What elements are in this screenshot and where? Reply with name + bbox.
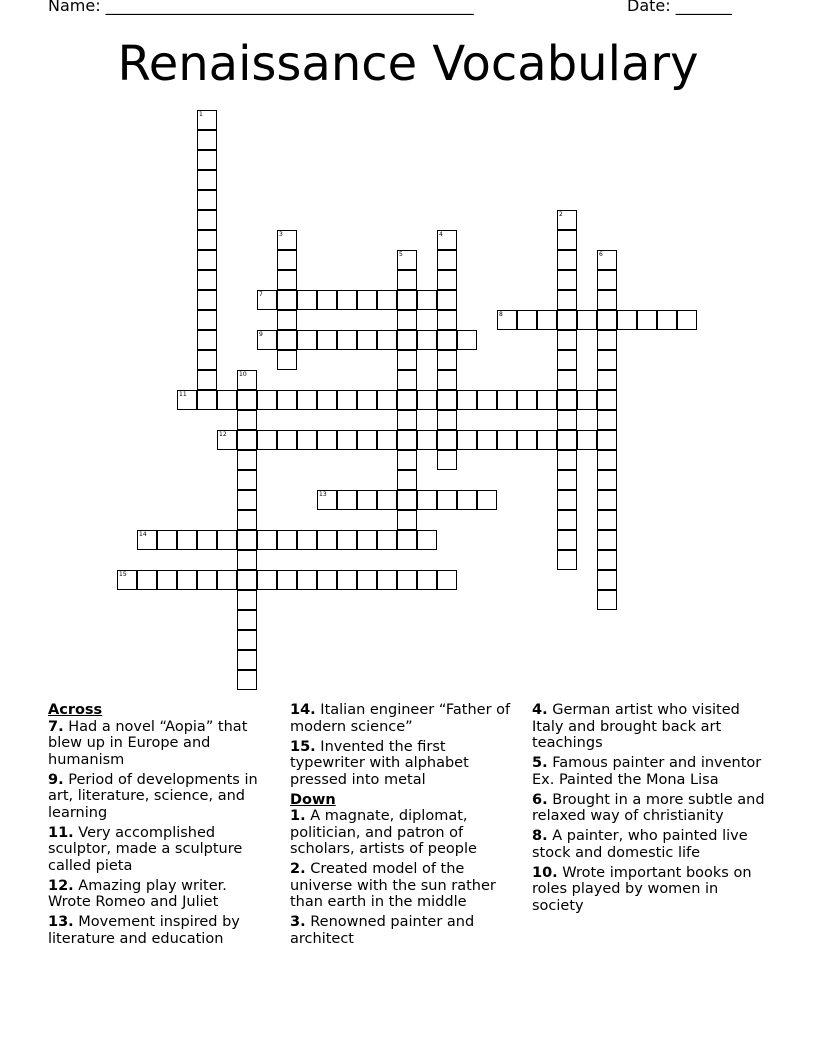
grid-cell[interactable] [197,190,217,210]
grid-cell[interactable] [217,430,237,450]
grid-cell[interactable] [257,330,277,350]
clue-text: Italian engineer “Father of modern science” [290,702,511,735]
clue-text: Invented the first typewriter with alphabet pressed into metal [290,738,469,788]
grid-cell[interactable] [377,570,397,590]
grid-cell[interactable] [557,310,577,330]
clue-across-11 [48,825,273,875]
clue-number: 14. [290,702,316,718]
grid-cell[interactable] [237,670,257,690]
grid-cell[interactable] [377,330,397,350]
grid-cell[interactable] [597,350,617,370]
clue-column-3 [532,702,772,918]
grid-cell[interactable] [197,390,217,410]
grid-cell[interactable] [497,310,517,330]
grid-cell[interactable] [477,390,497,410]
cell-number: 9 [259,331,263,338]
grid-cell[interactable] [197,270,217,290]
grid-cell[interactable] [637,310,657,330]
clue-across-14 [290,702,515,735]
grid-cell[interactable] [197,570,217,590]
grid-cell[interactable] [437,430,457,450]
grid-cell[interactable] [157,530,177,550]
grid-cell[interactable] [117,570,137,590]
cell-number: 5 [399,251,403,258]
grid-cell[interactable] [617,310,637,330]
grid-cell[interactable] [577,310,597,330]
clue-text: A painter, who painted live stock and domestic life [532,828,748,861]
grid-cell[interactable] [597,410,617,430]
clue-text: Period of developments in art, literature, science, and learning [48,771,258,821]
clue-number: 2. [290,861,306,877]
cell-number: 2 [559,211,563,218]
clue-down-10 [532,865,772,915]
grid-cell[interactable] [337,290,357,310]
clue-down-6 [532,792,772,825]
grid-cell[interactable] [277,310,297,330]
grid-cell[interactable] [597,390,617,410]
grid-cell[interactable] [297,530,317,550]
grid-cell[interactable] [197,530,217,550]
grid-cell[interactable] [417,530,437,550]
grid-cell[interactable] [557,350,577,370]
grid-cell[interactable] [557,510,577,530]
grid-cell[interactable] [457,390,477,410]
grid-cell[interactable] [317,430,337,450]
clue-text: Renowned painter and architect [290,914,475,947]
clue-down-4 [532,702,772,752]
clue-across-15 [290,739,515,789]
grid-cell[interactable] [397,330,417,350]
grid-cell[interactable] [597,250,617,270]
grid-cell[interactable] [557,290,577,310]
clue-number: 6. [532,791,548,808]
grid-cell[interactable] [437,310,457,330]
grid-cell[interactable] [197,150,217,170]
clue-text: A magnate, diplomat, politician, and patron of scholars, artists of people [290,808,477,857]
grid-cell[interactable] [497,430,517,450]
grid-cell[interactable] [557,410,577,430]
grid-cell[interactable] [397,490,417,510]
grid-cell[interactable] [317,570,337,590]
grid-cell[interactable] [197,130,217,150]
cell-number: 11 [179,391,187,398]
clue-across-13 [48,914,273,947]
grid-cell[interactable] [277,530,297,550]
grid-cell[interactable] [237,470,257,490]
grid-cell[interactable] [257,290,277,310]
grid-cell[interactable] [557,270,577,290]
grid-cell[interactable] [397,430,417,450]
grid-cell[interactable] [537,310,557,330]
grid-cell[interactable] [437,270,457,290]
clue-column-1 [48,702,273,951]
grid-cell[interactable] [377,390,397,410]
grid-cell[interactable] [157,570,177,590]
grid-cell[interactable] [177,530,197,550]
grid-cell[interactable] [417,490,437,510]
clue-down-2 [290,861,515,911]
grid-cell[interactable] [597,290,617,310]
cell-number: 8 [499,311,503,318]
grid-cell[interactable] [417,390,437,410]
grid-cell[interactable] [297,330,317,350]
grid-cell[interactable] [557,530,577,550]
clue-text: Wrote important books on roles played by women in society [532,864,752,914]
grid-cell[interactable] [457,330,477,350]
grid-cell[interactable] [197,330,217,350]
grid-cell[interactable] [297,290,317,310]
clue-text: Famous painter and inventor Ex. Painted the Mona Lisa [532,755,762,788]
grid-cell[interactable] [297,570,317,590]
clue-number: 12. [48,877,74,894]
grid-cell[interactable] [237,530,257,550]
clue-number: 7. [48,718,64,735]
grid-cell[interactable] [437,450,457,470]
cell-number: 14 [139,531,147,538]
clue-number: 9. [48,771,64,788]
grid-cell[interactable] [417,290,437,310]
grid-cell[interactable] [677,310,697,330]
clue-across-9 [48,772,273,822]
grid-cell[interactable] [597,430,617,450]
grid-cell[interactable] [237,410,257,430]
grid-cell[interactable] [417,430,437,450]
grid-cell[interactable] [237,630,257,650]
grid-cell[interactable] [357,430,377,450]
grid-cell[interactable] [217,530,237,550]
grid-cell[interactable] [297,390,317,410]
grid-cell[interactable] [557,390,577,410]
grid-cell[interactable] [557,230,577,250]
grid-cell[interactable] [477,430,497,450]
clue-number: 1. [290,808,306,824]
grid-cell[interactable] [437,370,457,390]
grid-cell[interactable] [277,230,297,250]
clue-across-12 [48,878,273,911]
cell-number: 10 [239,371,247,378]
grid-cell[interactable] [597,330,617,350]
grid-cell[interactable] [237,550,257,570]
grid-cell[interactable] [197,170,217,190]
grid-cell[interactable] [197,370,217,390]
grid-cell[interactable] [657,310,677,330]
grid-cell[interactable] [397,350,417,370]
grid-cell[interactable] [357,490,377,510]
clue-text: Created model of the universe with the sun rather than earth in the middle [290,861,496,910]
grid-cell[interactable] [557,250,577,270]
grid-cell[interactable] [437,330,457,350]
grid-cell[interactable] [497,390,517,410]
clue-text: Movement inspired by literature and education [48,914,240,947]
grid-cell[interactable] [277,290,297,310]
grid-cell[interactable] [337,330,357,350]
grid-cell[interactable] [317,490,337,510]
grid-cell[interactable] [397,410,417,430]
grid-cell[interactable] [597,450,617,470]
grid-cell[interactable] [377,430,397,450]
down-heading: Down [290,791,336,808]
grid-cell[interactable] [297,430,317,450]
clue-down-8 [532,828,772,861]
grid-cell[interactable] [337,390,357,410]
grid-cell[interactable] [277,270,297,290]
grid-cell[interactable] [557,370,577,390]
grid-cell[interactable] [137,570,157,590]
grid-cell[interactable] [557,550,577,570]
grid-cell[interactable] [357,290,377,310]
grid-cell[interactable] [597,510,617,530]
grid-cell[interactable] [437,290,457,310]
grid-cell[interactable] [437,250,457,270]
grid-cell[interactable] [397,510,417,530]
clue-text: Amazing play writer. Wrote Romeo and Juliet [48,877,227,910]
cell-number: 4 [439,231,443,238]
name-field: Name: ______________________________________________ [48,0,474,15]
date-field: Date: _______ [627,0,732,15]
grid-cell[interactable] [377,530,397,550]
grid-cell[interactable] [597,310,617,330]
grid-cell[interactable] [537,390,557,410]
grid-cell[interactable] [397,290,417,310]
clue-across-7 [48,719,273,769]
clue-column-2 [290,702,515,951]
grid-cell[interactable] [437,230,457,250]
grid-cell[interactable] [197,210,217,230]
grid-cell[interactable] [237,650,257,670]
grid-cell[interactable] [517,430,537,450]
grid-cell[interactable] [237,450,257,470]
grid-cell[interactable] [417,570,437,590]
grid-cell[interactable] [397,470,417,490]
cell-number: 12 [219,431,227,438]
grid-cell[interactable] [377,490,397,510]
grid-cell[interactable] [417,330,437,350]
grid-cell[interactable] [277,250,297,270]
grid-cell[interactable] [577,390,597,410]
grid-cell[interactable] [217,390,237,410]
grid-cell[interactable] [397,570,417,590]
across-heading: Across [48,702,103,718]
grid-cell[interactable] [197,290,217,310]
clue-number: 8. [532,828,548,844]
grid-cell[interactable] [257,570,277,590]
grid-cell[interactable] [317,330,337,350]
clue-number: 3. [290,914,306,930]
grid-cell[interactable] [237,490,257,510]
clue-text: Had a novel “Aopia” that blew up in Europe and humanism [48,718,248,768]
grid-cell[interactable] [277,570,297,590]
grid-cell[interactable] [217,570,237,590]
cell-number: 3 [279,231,283,238]
grid-cell[interactable] [317,390,337,410]
grid-cell[interactable] [257,430,277,450]
grid-cell[interactable] [197,350,217,370]
grid-cell[interactable] [177,390,197,410]
grid-cell[interactable] [277,390,297,410]
grid-cell[interactable] [237,570,257,590]
grid-cell[interactable] [257,530,277,550]
grid-cell[interactable] [237,610,257,630]
grid-cell[interactable] [257,390,277,410]
grid-cell[interactable] [517,390,537,410]
grid-cell[interactable] [557,330,577,350]
grid-cell[interactable] [557,470,577,490]
grid-cell[interactable] [337,490,357,510]
grid-cell[interactable] [317,530,337,550]
grid-cell[interactable] [397,530,417,550]
grid-cell[interactable] [197,110,217,130]
clue-number: 4. [532,702,548,718]
grid-cell[interactable] [557,490,577,510]
grid-cell[interactable] [177,570,197,590]
cell-number: 7 [259,291,263,298]
grid-cell[interactable] [557,430,577,450]
grid-cell[interactable] [197,310,217,330]
cell-number: 15 [119,571,127,578]
grid-cell[interactable] [237,370,257,390]
grid-cell[interactable] [457,490,477,510]
grid-cell[interactable] [457,430,477,450]
clue-down-3 [290,914,515,947]
grid-cell[interactable] [397,390,417,410]
grid-cell[interactable] [557,450,577,470]
clue-number: 15. [290,738,316,755]
grid-cell[interactable] [337,570,357,590]
grid-cell[interactable] [437,490,457,510]
grid-cell[interactable] [597,570,617,590]
cell-number: 13 [319,491,327,498]
grid-cell[interactable] [437,390,457,410]
grid-cell[interactable] [577,430,597,450]
grid-cell[interactable] [357,570,377,590]
grid-cell[interactable] [357,390,377,410]
grid-cell[interactable] [557,210,577,230]
grid-cell[interactable] [597,370,617,390]
grid-cell[interactable] [337,430,357,450]
grid-cell[interactable] [397,270,417,290]
grid-cell[interactable] [377,290,397,310]
grid-cell[interactable] [277,330,297,350]
grid-cell[interactable] [337,530,357,550]
grid-cell[interactable] [597,590,617,610]
grid-cell[interactable] [597,490,617,510]
grid-cell[interactable] [397,310,417,330]
grid-cell[interactable] [357,330,377,350]
grid-cell[interactable] [357,530,377,550]
grid-cell[interactable] [277,350,297,370]
cell-number: 1 [199,111,203,118]
grid-cell[interactable] [597,550,617,570]
grid-cell[interactable] [237,510,257,530]
clue-number: 5. [532,755,548,771]
grid-cell[interactable] [237,430,257,450]
grid-cell[interactable] [517,310,537,330]
grid-cell[interactable] [237,590,257,610]
grid-cell[interactable] [197,250,217,270]
grid-cell[interactable] [537,430,557,450]
clue-down-5 [532,755,772,788]
page-title: Renaissance Vocabulary [117,36,699,92]
grid-cell[interactable] [597,470,617,490]
grid-cell[interactable] [197,230,217,250]
grid-cell[interactable] [477,490,497,510]
clue-text: Very accomplished sculptor, made a sculpture called pieta [48,824,243,874]
clue-text: Brought in a more subtle and relaxed way of christianity [532,791,765,824]
grid-cell[interactable] [597,270,617,290]
grid-cell[interactable] [137,530,157,550]
clue-down-1 [290,808,515,858]
clue-number: 10. [532,864,558,881]
grid-cell[interactable] [277,430,297,450]
grid-cell[interactable] [597,530,617,550]
grid-cell[interactable] [437,570,457,590]
grid-cell[interactable] [237,390,257,410]
grid-cell[interactable] [437,350,457,370]
cell-number: 6 [599,251,603,258]
clue-number: 13. [48,914,74,930]
clue-number: 11. [48,824,74,841]
grid-cell[interactable] [397,250,417,270]
clue-text: German artist who visited Italy and brought back art teachings [532,702,740,751]
grid-cell[interactable] [397,370,417,390]
grid-cell[interactable] [397,450,417,470]
grid-cell[interactable] [317,290,337,310]
grid-cell[interactable] [437,410,457,430]
